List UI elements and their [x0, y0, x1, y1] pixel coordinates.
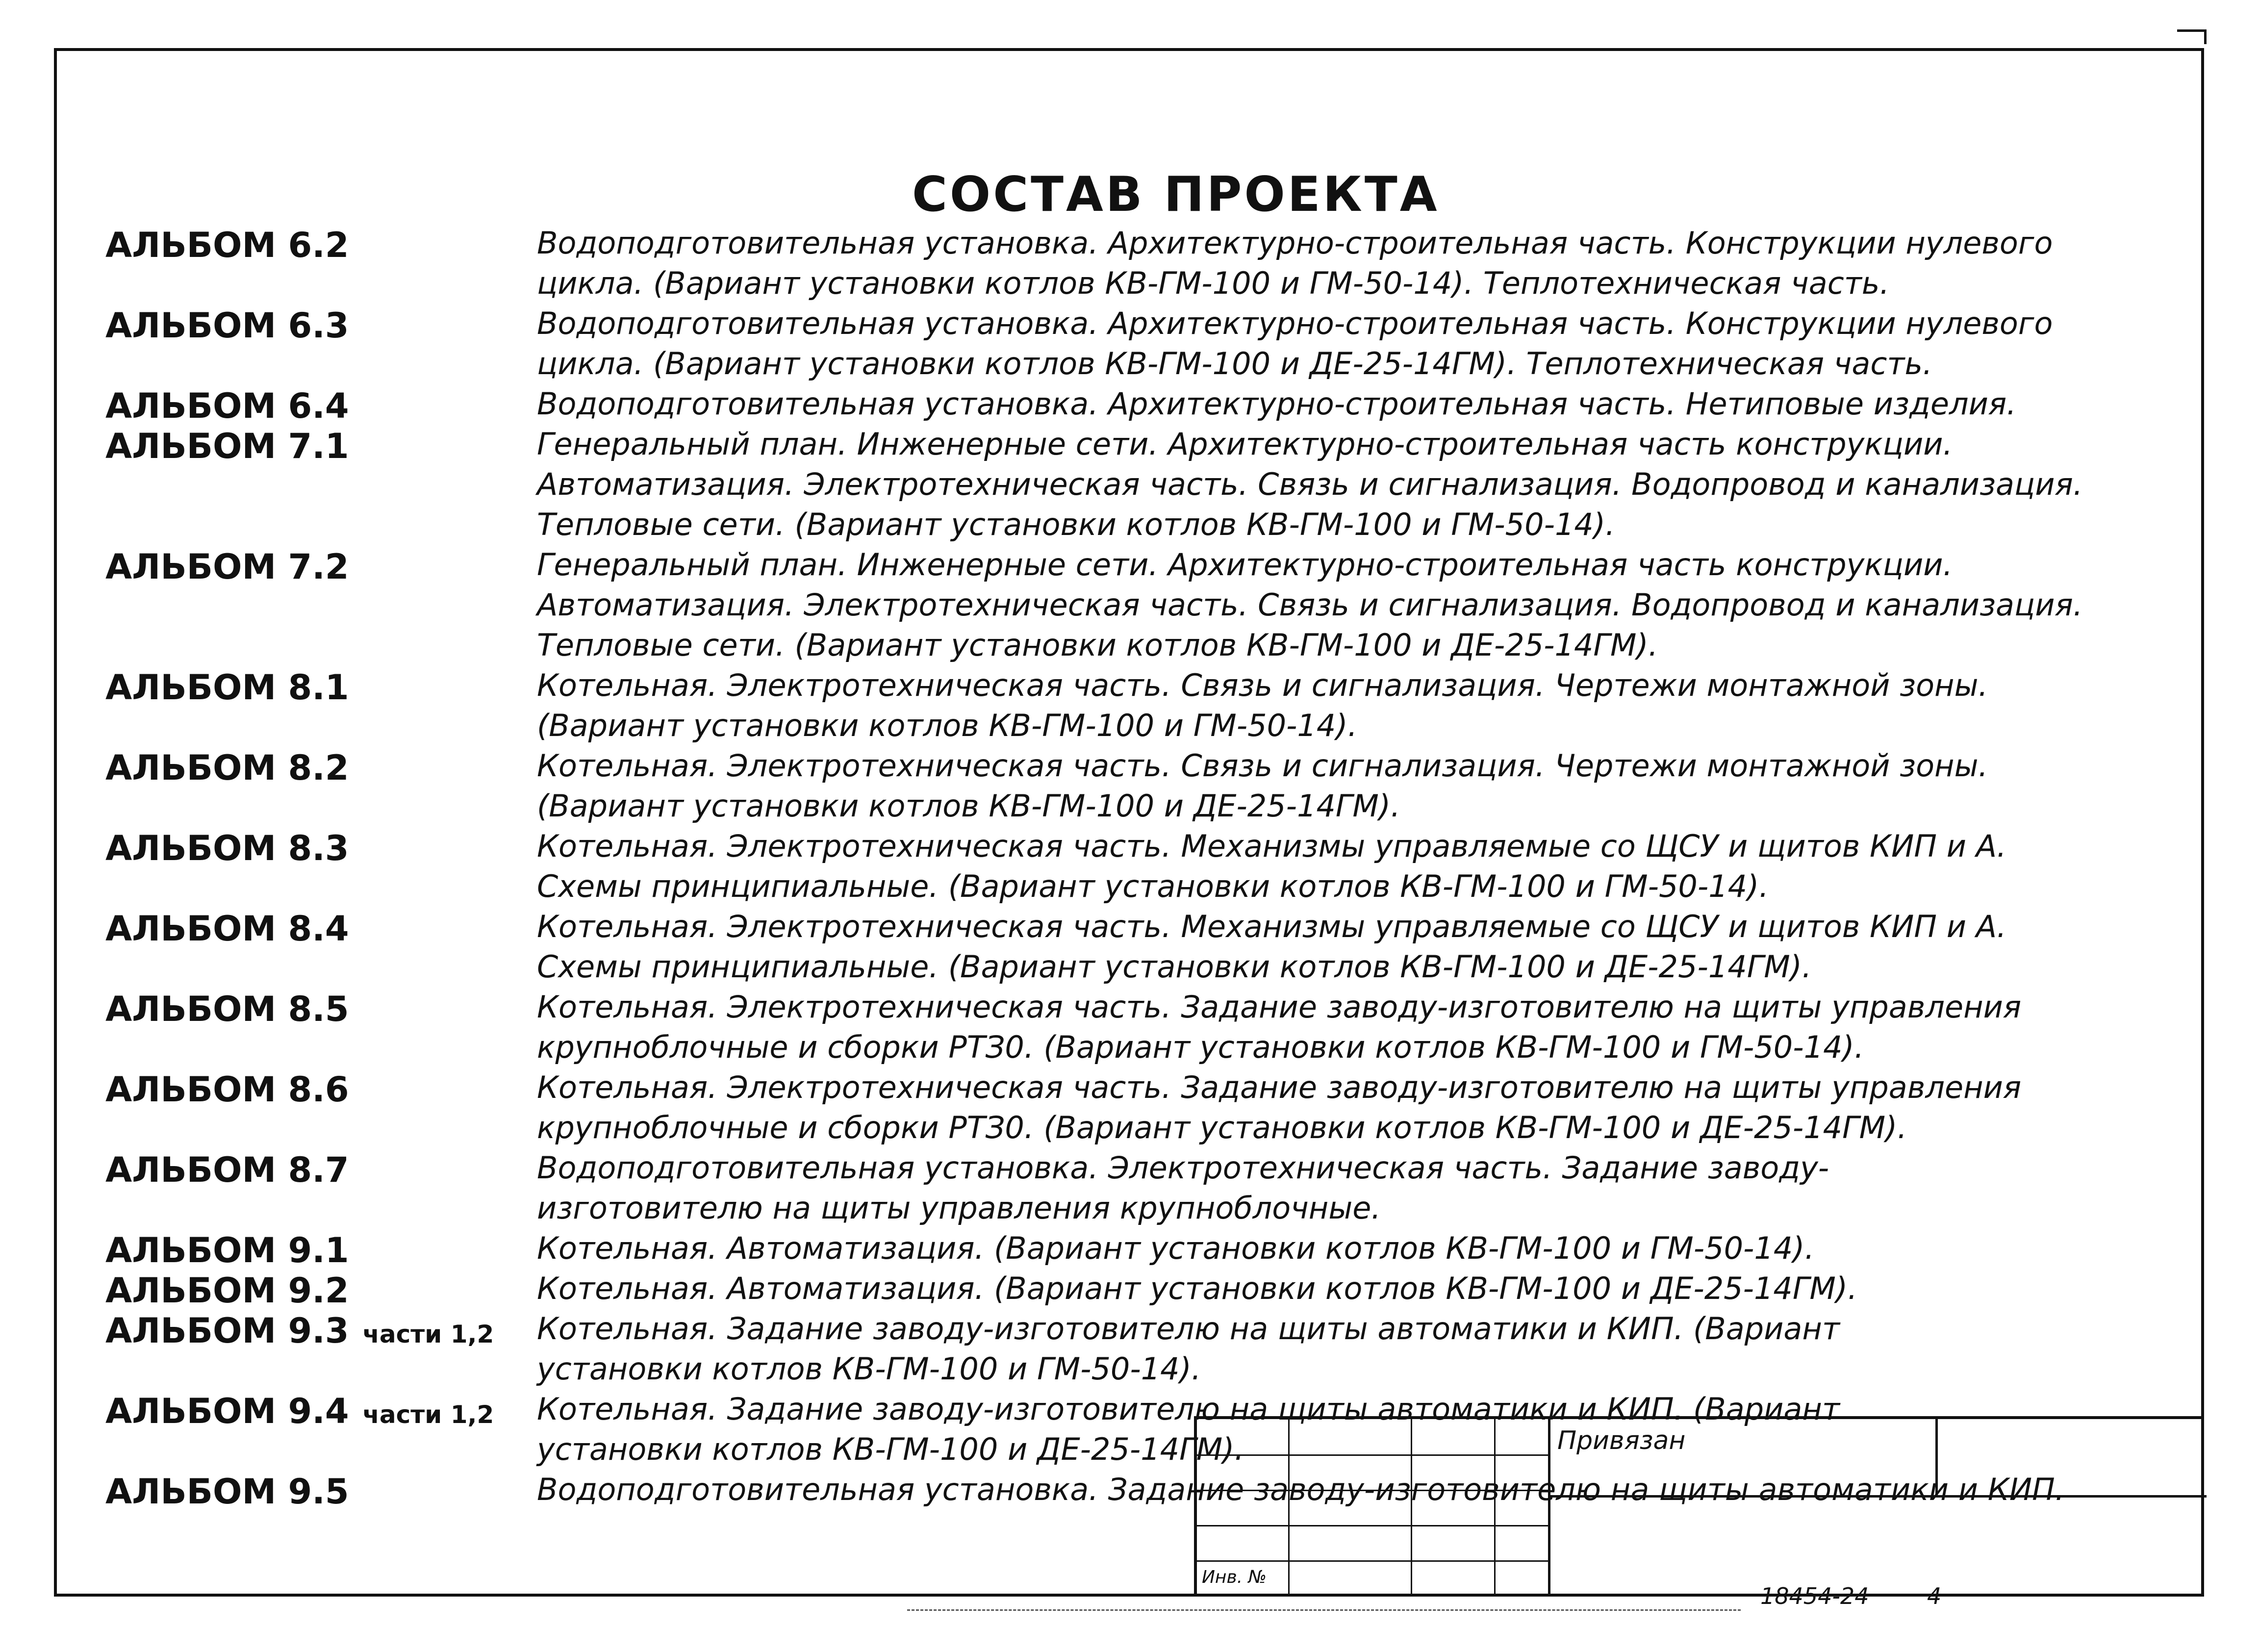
description-line: Схемы принципиальные. (Вариант установки котлов КВ-ГМ-100 и ГМ-50-14).	[537, 868, 1769, 904]
album-entry	[105, 424, 2204, 545]
album-label	[105, 426, 537, 466]
description-line: Генеральный план. Инженерные сети. Архитектурно-строительная часть конструкции.	[537, 547, 1953, 583]
album-label	[105, 1069, 537, 1110]
album-entry	[105, 987, 2204, 1067]
album-description	[537, 1309, 2259, 1389]
title-block	[1194, 1416, 2204, 1597]
album-label	[105, 1391, 537, 1431]
album-number: АЛЬБОМ 6.3	[105, 305, 349, 346]
album-parts: части 1,2	[362, 1400, 494, 1429]
description-line: Котельная. Задание заводу-изготовителю на щиты автоматики и КИП. (Вариант	[537, 1311, 1840, 1347]
description-line: Автоматизация. Электротехническая часть. Связь и сигнализация. Водопровод и канализация.	[537, 587, 2083, 623]
description-line: Котельная. Автоматизация. (Вариант установки котлов КВ-ГМ-100 и ДЕ-25-14ГМ).	[537, 1271, 1857, 1306]
album-label	[105, 386, 537, 426]
album-number: АЛЬБОМ 8.2	[105, 748, 349, 788]
album-entry	[105, 1148, 2204, 1228]
sheet-code: 18454-24	[1760, 1583, 1869, 1609]
description-line: Тепловые сети. (Вариант установки котлов КВ-ГМ-100 и ГМ-50-14).	[537, 507, 1615, 542]
album-entry	[105, 545, 2204, 665]
album-entry	[105, 1067, 2204, 1148]
album-description	[537, 746, 2259, 826]
album-number: АЛЬБОМ 7.1	[105, 426, 349, 466]
album-description	[537, 1067, 2259, 1148]
attached-label: Привязан	[1557, 1426, 1686, 1455]
cell-divider	[1935, 1419, 1938, 1495]
grid-column-line	[1411, 1419, 1412, 1597]
album-number: АЛЬБОМ 9.2	[105, 1271, 349, 1311]
album-number: АЛЬБОМ 7.2	[105, 547, 349, 587]
description-line: Котельная. Электротехническая часть. Задание заводу-изготовителю на щиты управления	[537, 1069, 2022, 1105]
album-number: АЛЬБОМ 6.2	[105, 225, 349, 265]
album-number: АЛЬБОМ 8.7	[105, 1150, 349, 1190]
page-title: СОСТАВ ПРОЕКТА	[912, 167, 1440, 223]
description-line: Генеральный план. Инженерные сети. Архитектурно-строительная часть конструкции.	[537, 426, 1953, 462]
album-description	[537, 304, 2259, 384]
album-label	[105, 305, 537, 346]
album-entry	[105, 826, 2204, 907]
album-description	[537, 1228, 2259, 1269]
title-block-main	[1548, 1419, 2204, 1597]
description-line: Котельная. Электротехническая часть. Связь и сигнализация. Чертежи монтажной зоны.	[537, 748, 1988, 784]
grid-column-line	[1288, 1419, 1290, 1597]
description-line: Котельная. Электротехническая часть. Механизмы управляемые со ЩСУ и щитов КИП и А.	[537, 909, 2006, 944]
description-line: крупноблочные и сборки РТЗ0. (Вариант установки котлов КВ-ГМ-100 и ГМ-50-14).	[537, 1029, 1864, 1065]
album-label	[105, 1271, 537, 1311]
album-list	[105, 223, 2204, 1510]
album-description	[537, 384, 2259, 424]
album-entry	[105, 1269, 2204, 1309]
album-label	[105, 828, 537, 868]
description-line: установки котлов КВ-ГМ-100 и ДЕ-25-14ГМ).	[537, 1431, 1244, 1467]
album-label	[105, 225, 537, 265]
description-line: Тепловые сети. (Вариант установки котлов КВ-ГМ-100 и ДЕ-25-14ГМ).	[537, 627, 1658, 663]
album-number: АЛЬБОМ 9.5	[105, 1472, 349, 1512]
album-parts: части 1,2	[362, 1320, 494, 1348]
description-line: цикла. (Вариант установки котлов КВ-ГМ-100 и ДЕ-25-14ГМ). Теплотехническая часть.	[537, 346, 1932, 381]
description-line: Котельная. Задание заводу-изготовителю на щиты автоматики и КИП. (Вариант	[537, 1391, 1840, 1427]
description-line: Водоподготовительная установка. Архитектурно-строительная часть. Конструкции нулевого	[537, 225, 2053, 261]
album-entry	[105, 304, 2204, 384]
album-label	[105, 1472, 537, 1512]
description-line: изготовителю на щиты управления крупноблочные.	[537, 1190, 1381, 1226]
description-line: (Вариант установки котлов КВ-ГМ-100 и ДЕ-25-14ГМ).	[537, 788, 1400, 824]
album-label	[105, 1150, 537, 1190]
description-line: цикла. (Вариант установки котлов КВ-ГМ-100 и ГМ-50-14). Теплотехническая часть.	[537, 265, 1890, 301]
description-line: Схемы принципиальные. (Вариант установки котлов КВ-ГМ-100 и ДЕ-25-14ГМ).	[537, 949, 1812, 985]
description-line: Водоподготовительная установка. Архитектурно-строительная часть. Конструкции нулевого	[537, 305, 2053, 341]
album-number: АЛЬБОМ 8.6	[105, 1069, 349, 1110]
description-line: Автоматизация. Электротехническая часть. Связь и сигнализация. Водопровод и канализация.	[537, 466, 2083, 502]
album-entry	[105, 665, 2204, 746]
album-label	[105, 748, 537, 788]
album-number: АЛЬБОМ 8.3	[105, 828, 349, 868]
description-line: Котельная. Автоматизация. (Вариант установки котлов КВ-ГМ-100 и ГМ-50-14).	[537, 1230, 1815, 1266]
description-line: Водоподготовительная установка. Архитектурно-строительная часть. Нетиповые изделия.	[537, 386, 2016, 422]
album-description	[537, 223, 2259, 304]
description-line: Котельная. Электротехническая часть. Задание заводу-изготовителю на щиты управления	[537, 989, 2022, 1025]
description-line: Водоподготовительная установка. Задание заводу-изготовителю на щиты автоматики и КИП.	[537, 1472, 2065, 1507]
corner-trim-mark	[2177, 29, 2207, 44]
album-number: АЛЬБОМ 9.3	[105, 1311, 349, 1351]
album-entry	[105, 746, 2204, 826]
album-description	[537, 1148, 2259, 1228]
row-divider	[1550, 1495, 2207, 1498]
description-line: Котельная. Электротехническая часть. Механизмы управляемые со ЩСУ и щитов КИП и А.	[537, 828, 2006, 864]
album-label	[105, 909, 537, 949]
description-line: установки котлов КВ-ГМ-100 и ГМ-50-14).	[537, 1351, 1201, 1387]
album-description	[537, 1269, 2259, 1309]
album-description	[537, 907, 2259, 987]
grid-column-line	[1494, 1419, 1496, 1597]
description-line: крупноблочные и сборки РТЗ0. (Вариант установки котлов КВ-ГМ-100 и ДЕ-25-14ГМ).	[537, 1110, 1907, 1145]
album-number: АЛЬБОМ 6.4	[105, 386, 349, 426]
album-number: АЛЬБОМ 8.4	[105, 909, 349, 949]
album-label	[105, 667, 537, 708]
album-entry	[105, 384, 2204, 424]
album-description	[537, 826, 2259, 907]
album-number: АЛЬБОМ 9.4	[105, 1391, 349, 1431]
album-number: АЛЬБОМ 9.1	[105, 1230, 349, 1271]
description-line: Водоподготовительная установка. Электротехническая часть. Задание заводу-	[537, 1150, 1829, 1186]
album-entry	[105, 907, 2204, 987]
description-line: (Вариант установки котлов КВ-ГМ-100 и ГМ-50-14).	[537, 708, 1358, 743]
sheet-number: 4	[1927, 1583, 1942, 1609]
album-label	[105, 547, 537, 587]
revision-grid	[1197, 1419, 1548, 1597]
album-number: АЛЬБОМ 8.5	[105, 989, 349, 1029]
album-label	[105, 989, 537, 1029]
album-description	[537, 424, 2259, 545]
album-entry	[105, 1228, 2204, 1269]
album-description	[537, 545, 2259, 665]
inventory-number-label: Инв. №	[1202, 1567, 1267, 1587]
album-label	[105, 1311, 537, 1351]
album-entry	[105, 1309, 2204, 1389]
album-entry	[105, 223, 2204, 304]
description-line: Котельная. Электротехническая часть. Связь и сигнализация. Чертежи монтажной зоны.	[537, 667, 1988, 703]
album-description	[537, 987, 2259, 1067]
album-description	[537, 665, 2259, 746]
bottom-trim-line	[907, 1609, 1741, 1611]
album-label	[105, 1230, 537, 1271]
album-number: АЛЬБОМ 8.1	[105, 667, 349, 708]
